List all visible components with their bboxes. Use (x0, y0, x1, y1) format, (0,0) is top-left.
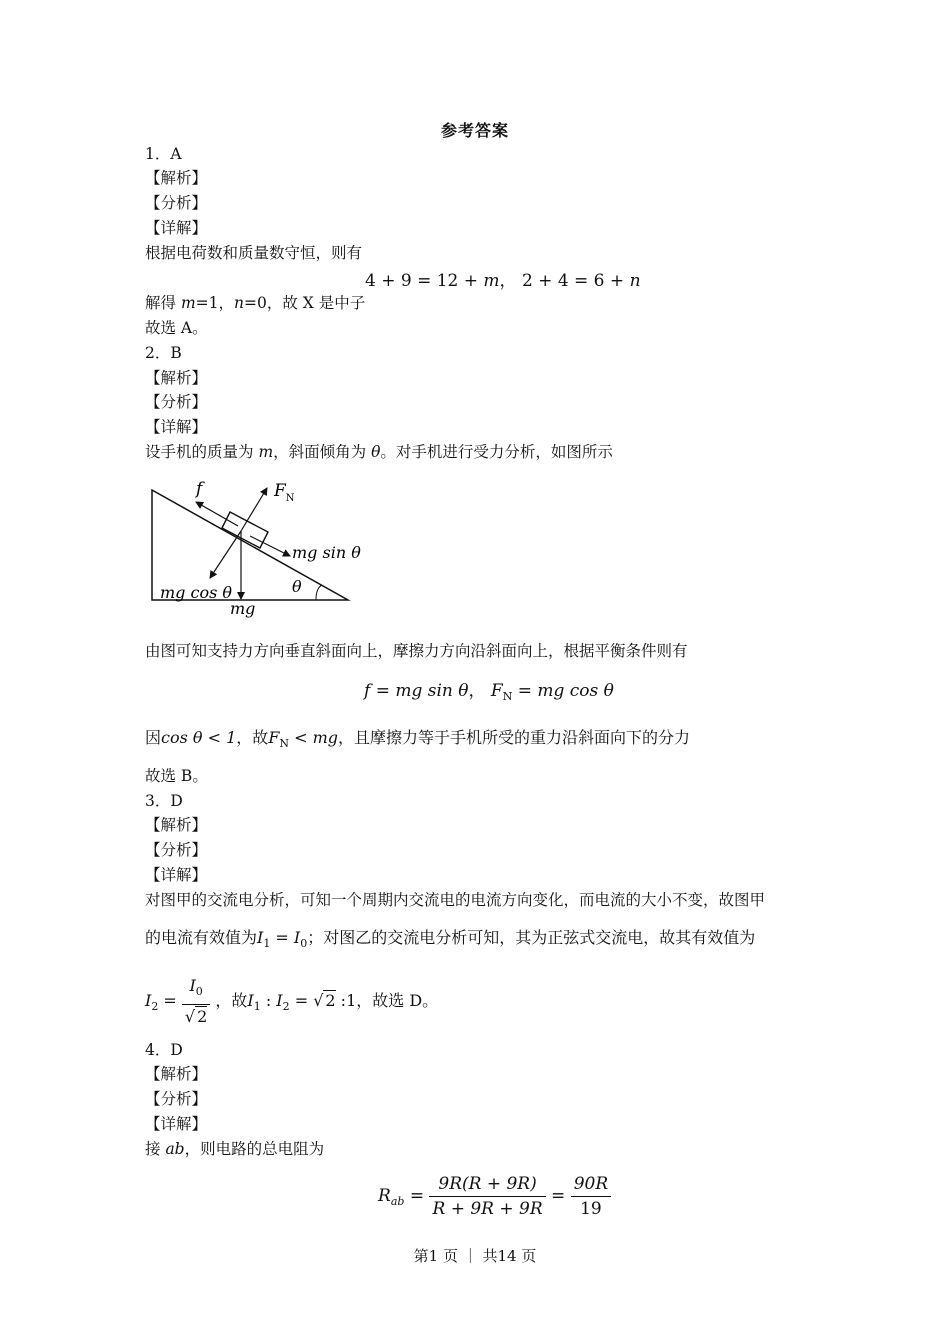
page-footer: 第1 页 ｜ 共14 页 (413, 1247, 537, 1265)
q3-text1: 对图甲的交流电分析，可知一个周期内交流电的电流方向变化，而电流的大小不变，故图甲 (145, 891, 766, 909)
angle-arc (316, 585, 322, 600)
q2-text: 设手机的质量为 m，斜面倾角为 θ。对手机进行受力分析，如图所示 (145, 443, 613, 461)
q3-xiangjie-heading: 【详解】 (145, 866, 208, 884)
q1-equation: 4 + 9 = 12 + m， 2 + 4 = 6 + n (365, 271, 641, 291)
label-fn: $F_N$ (274, 481, 295, 504)
q3-fraction: $\frac{I_0}{√ 2}$ (182, 974, 210, 1029)
q1-fenxi-heading: 【分析】 (145, 194, 208, 212)
friction-arrow (196, 502, 238, 526)
page-title: 参考答案 (440, 121, 509, 140)
q3-jiexi-heading: 【解析】 (145, 816, 208, 834)
label-f: f (196, 479, 203, 499)
q4-equation: $R_{ab}$ = $\frac{9R(R + 9R)}{R + 9R + 9R}$ = $\frac{90R}{19}$ (378, 1172, 611, 1221)
q2-fenxi-heading: 【分析】 (145, 393, 208, 411)
q4-jiexi-heading: 【解析】 (145, 1065, 208, 1083)
q3-fenxi-heading: 【分析】 (145, 841, 208, 859)
q4-xiangjie-heading: 【详解】 (145, 1115, 208, 1133)
label-theta: θ (292, 577, 302, 596)
q1-choice: 故选 A。 (145, 319, 208, 337)
q3-answer: 3．D (145, 792, 183, 810)
q1-solution: 解得 m=1，n=0，故 X 是中子 (145, 294, 366, 312)
force-diagram (140, 474, 370, 620)
q2-xiangjie-heading: 【详解】 (145, 418, 208, 436)
q2-answer: 2．B (145, 344, 182, 362)
q4-fraction-1: $\frac{9R(R + 9R)}{R + 9R + 9R}$ (429, 1172, 545, 1221)
q1-jiexi-heading: 【解析】 (145, 169, 208, 187)
q1-text: 根据电荷数和质量数守恒，则有 (145, 244, 363, 262)
q2-jiexi-heading: 【解析】 (145, 369, 208, 387)
label-mg: mg (230, 599, 256, 618)
label-mg-sin: mg sin θ (292, 543, 361, 562)
q1-answer: 1．A (145, 145, 182, 163)
q3-equation-line: $I_2$ = $\frac{I_0}{√ 2}$ ，故$I_1$ : $I_2$ = √ 2 :1，故选 D。 (145, 974, 438, 1031)
q2-equation: f = mg sin θ， $F_N$ = mg cos θ (364, 681, 614, 703)
q2-choice: 故选 B。 (145, 767, 208, 785)
q2-text2: 由图可知支持力方向垂直斜面向上，摩擦力方向沿斜面向上，根据平衡条件则有 (145, 642, 688, 660)
q4-text: 接 ab，则电路的总电阻为 (145, 1140, 325, 1158)
q1-xiangjie-heading: 【详解】 (145, 219, 208, 237)
q4-fraction-2: $\frac{90R}{19}$ (571, 1172, 611, 1221)
label-mg-cos: mg cos θ (160, 583, 233, 602)
mg-cos-arrow (210, 531, 241, 578)
q3-text2: 的电流有效值为$I_1 = I_0$；对图乙的交流电分析可知，其为正弦式交流电，故其有效值为 (145, 928, 756, 950)
q4-answer: 4．D (145, 1041, 183, 1059)
q2-text3: 因cos θ < 1，故$F_N$ < mg，且摩擦力等于手机所受的重力沿斜面向下的分力 (145, 728, 691, 750)
q4-fenxi-heading: 【分析】 (145, 1090, 208, 1108)
